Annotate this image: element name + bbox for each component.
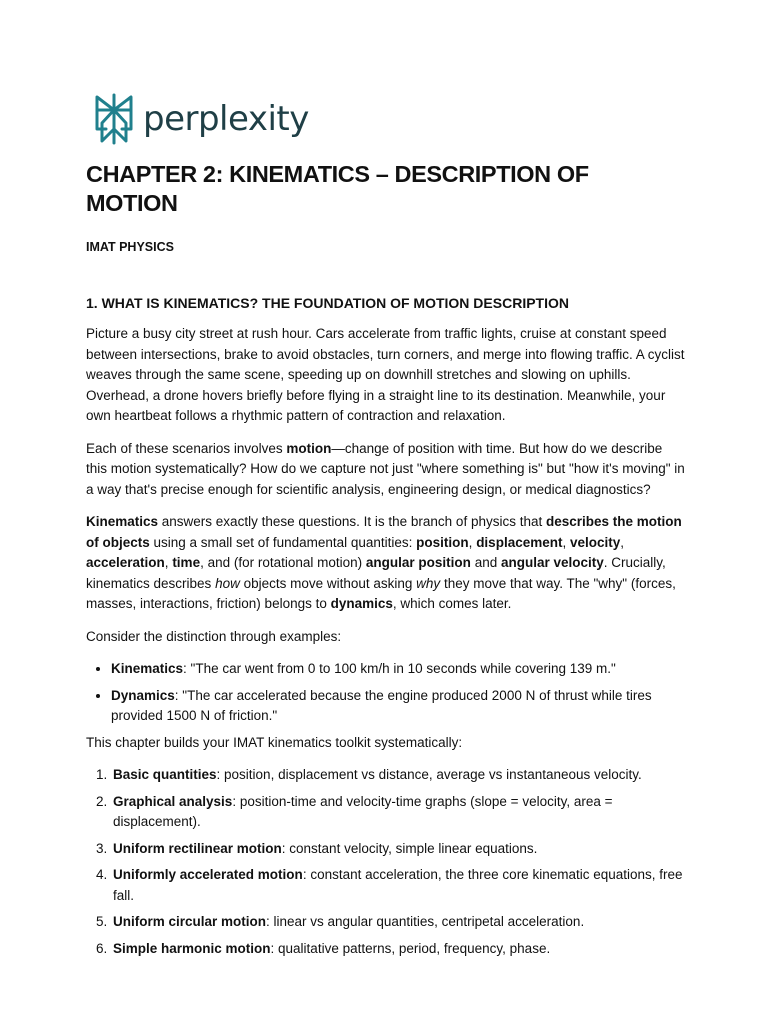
section-heading: 1. WHAT IS KINEMATICS? THE FOUNDATION OF MOTION DESCRIPTION [86, 295, 569, 311]
brand-name: perplexity [143, 99, 309, 139]
list-item: 6. Simple harmonic motion: qualitative patterns, period, frequency, phase. [111, 939, 686, 960]
examples-list [86, 659, 686, 727]
paragraph-distinction: Consider the distinction through examples: [86, 628, 342, 644]
list-item: • Kinematics: "The car went from 0 to 100 km/h in 10 seconds while covering 139 m." [111, 659, 686, 680]
toolkit-list [86, 765, 686, 959]
page-subtitle: IMAT PHYSICS [86, 240, 174, 254]
paragraph-intro: Picture a busy city street at rush hour. Cars accelerate from traffic lights, cruise at constant speed between intersections, brake to avoid obstacles, turn corners, and merge into flowing traffic. A cyclist weaves through the same scene, speeding up on downhill stretches and slowing on uphills. Overhead, a drone hovers briefly before flying in a straight line to its destination. Meanwhile, your own heartbeat follows a rhythmic pattern of contraction and relaxation. [86, 326, 685, 423]
paragraph-toolkit-intro: This chapter builds your IMAT kinematics toolkit systematically: [86, 734, 463, 750]
brand-logo [93, 93, 309, 145]
list-item: 3. Uniform rectilinear motion: constant velocity, simple linear equations. [111, 839, 686, 860]
paragraph-kinematics-definition: Kinematics answers exactly these questions. It is the branch of physics that describes the motion of objects using a small set of fundamental quantities: position, displacement, velocity, acceleration, time, and (for rotational motion) angular position and angular velocity. Crucially, kinematics describes how objects move without asking why they move that way. The "why" (forces, masses, interactions, friction) belongs to dynamics, which comes later. [86, 514, 682, 611]
list-item: 1. Basic quantities: position, displacement vs distance, average vs instantaneous velocity. [111, 765, 686, 786]
document-body [86, 160, 686, 965]
perplexity-logo-icon [93, 93, 135, 145]
page-title: CHAPTER 2: KINEMATICS – DESCRIPTION OF MOTION [86, 161, 589, 216]
list-item: 4. Uniformly accelerated motion: constant acceleration, the three core kinematic equations, free fall. [111, 865, 686, 906]
list-item: 5. Uniform circular motion: linear vs angular quantities, centripetal acceleration. [111, 912, 686, 933]
list-item: 2. Graphical analysis: position-time and velocity-time graphs (slope = velocity, area = displacement). [111, 792, 686, 833]
list-item: • Dynamics: "The car accelerated because the engine produced 2000 N of thrust while tires provided 1500 N of friction." [111, 686, 686, 727]
paragraph-motion: Each of these scenarios involves motion—change of position with time. But how do we describe this motion systematically? How do we capture not just "where something is" but "how it's moving" in a way that's precise enough for scientific analysis, engineering design, or medical diagnostics? [86, 440, 685, 497]
